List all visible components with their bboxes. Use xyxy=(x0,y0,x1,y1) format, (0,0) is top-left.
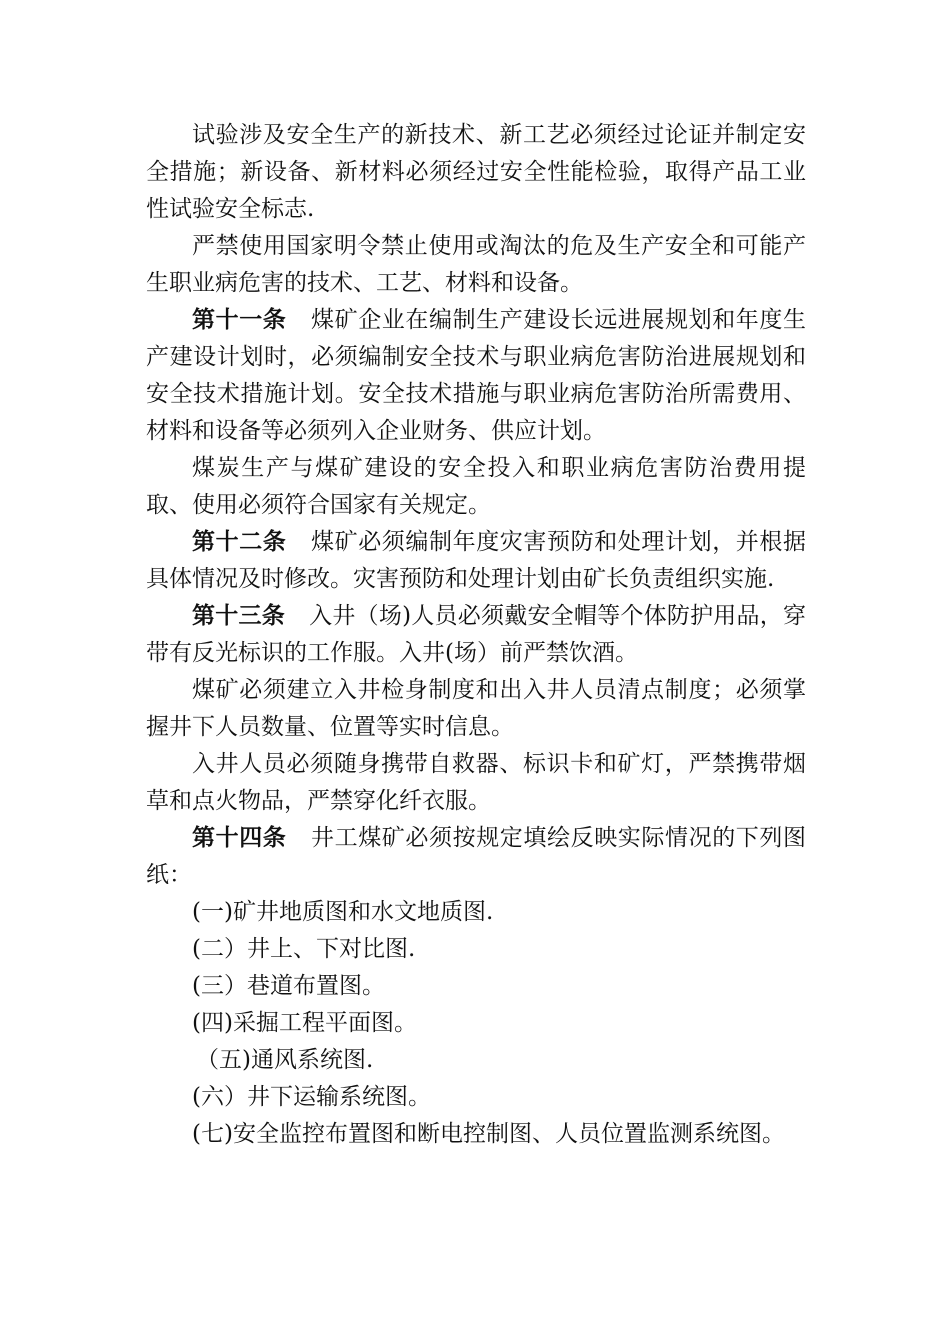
list-item: (六）井下运输系统图。 xyxy=(192,1084,431,1110)
paragraph-text: 煤矿企业在编制生产建设长远进展规划和年度生产建设计划时，必须编制安全技术与职业病危害防治进展规划和安全技术措施计划。安全技术措施与职业病危害防治所需费用、材料和设备等必须列入企业财务、供应计划。 xyxy=(146,307,807,444)
paragraph-entry-check xyxy=(146,672,806,746)
paragraph-carry-equipment xyxy=(146,746,806,820)
paragraph-new-tech xyxy=(146,117,806,228)
article-14 xyxy=(146,820,806,894)
paragraph-text: 煤矿必须建立入井检身制度和出入井人员清点制度；必须掌握井下人员数量、位置等实时信息。 xyxy=(146,677,806,740)
document-page xyxy=(146,117,806,1153)
article-number: 第十二条 xyxy=(192,529,287,555)
paragraph-text: 井工煤矿必须按规定填绘反映实际情况的下列图纸： xyxy=(146,825,807,888)
paragraph-text: 入井人员必须随身携带自救器、标识卡和矿灯，严禁携带烟草和点火物品，严禁穿化纤衣服。 xyxy=(146,751,806,814)
list-item: （五)通风系统图. xyxy=(196,1047,374,1073)
article-11 xyxy=(146,302,806,450)
paragraph-text: 煤矿必须编制年度灾害预防和处理计划，并根据具体情况及时修改。灾害预防和处理计划由矿长负责组织实施. xyxy=(146,529,807,592)
paragraph-text: 试验涉及安全生产的新技术、新工艺必须经过论证并制定安全措施；新设备、新材料必须经过安全性能检验，取得产品工业性试验安全标志. xyxy=(146,122,806,222)
list-item: (一)矿井地质图和水文地质图. xyxy=(192,899,494,925)
paragraph-text: 严禁使用国家明令禁止使用或淘汰的危及生产安全和可能产生职业病危害的技术、工艺、材料和设备。 xyxy=(146,233,806,296)
paragraph-text: 入井（场)人员必须戴安全帽等个体防护用品，穿带有反光标识的工作服。入井(场）前严禁饮酒。 xyxy=(146,603,807,666)
paragraph-text: 煤炭生产与煤矿建设的安全投入和职业病危害防治费用提取、使用必须符合国家有关规定。 xyxy=(146,455,806,518)
list-item: (四)采掘工程平面图。 xyxy=(192,1010,417,1036)
list-item: (二）井上、下对比图. xyxy=(192,936,416,962)
article-13 xyxy=(146,598,806,672)
list-item: (七)安全监控布置图和断电控制图、人员位置监测系统图。 xyxy=(192,1121,785,1147)
list-item: (三）巷道布置图。 xyxy=(192,973,385,999)
article-number: 第十四条 xyxy=(192,825,287,851)
article-number: 第十三条 xyxy=(192,603,285,629)
paragraph-safety-investment xyxy=(146,450,806,524)
paragraph-prohibited-tech xyxy=(146,228,806,302)
article-12 xyxy=(146,524,806,598)
article-number: 第十一条 xyxy=(192,307,287,333)
